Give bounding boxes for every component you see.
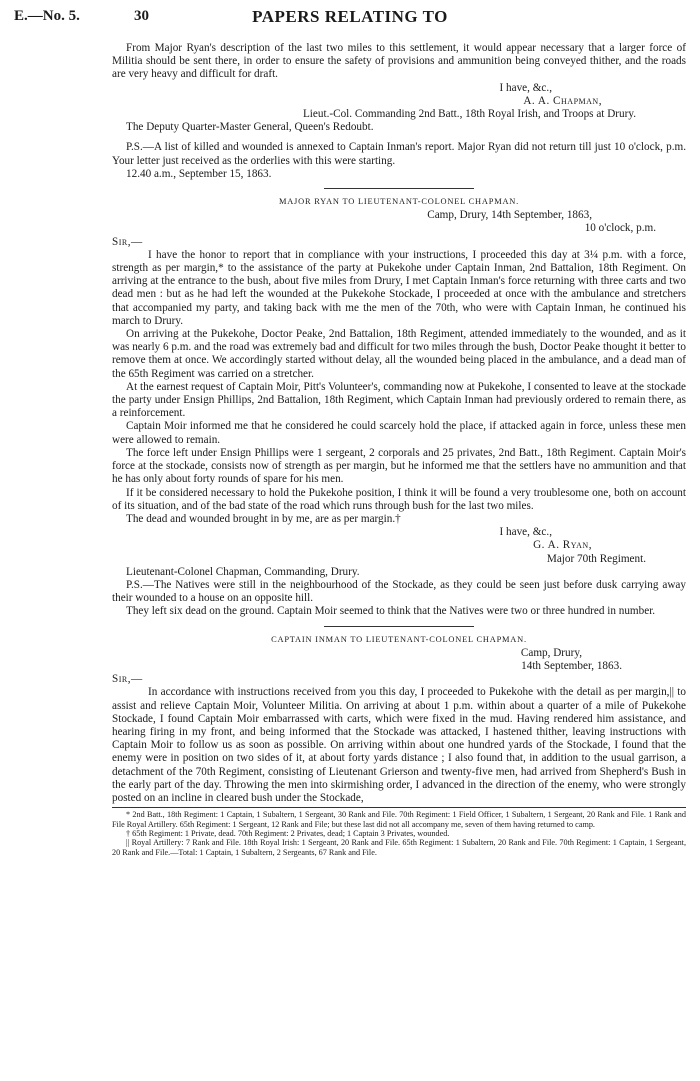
letter3-heading: CAPTAIN INMAN TO LIEUTENANT-COLONEL CHAPMAN. <box>271 634 527 644</box>
letter1-paragraph: From Major Ryan's description of the last two miles to this settlement, it would appear necessary that a larger force of Militia should be sent there, in order to ensure the safety of provisions and ammunition being conveyed thither, and the roads are very heavy and difficult for draft. <box>112 42 686 81</box>
letter2-paragraph: I have the honor to report that in compliance with your instructions, I proceeded this day at 3¼ p.m. with a force, strength as per margin,* to the assistance of the party at Pukekohe under Captain Inman, 2nd Battalion, 18th Regiment. On arriving at the entrance to the bush, about five miles from Drury, I met Captain Inman's force returning with three carts and two dead men : but as he had left the wounded at the Pukekohe Stockade, I proceeded at once with the ambulance and stretchers that accompanied my party, and taking back with me the men of the 70th, who were with Captain Inman, he continued his march to Drury. <box>112 248 686 327</box>
section-divider <box>324 188 474 189</box>
letter2-closing: I have, &c., <box>499 526 552 539</box>
letter3-place: Camp, Drury, <box>520 646 582 659</box>
letter1-signer-title: Lieut.-Col. Commanding 2nd Batt., 18th Royal Irish, and Troops at Drury. <box>302 108 636 121</box>
running-title: PAPERS RELATING TO <box>252 7 448 26</box>
letter2-postscript: P.S.—The Natives were still in the neighbourhood of the Stockade, as they could be seen just before dusk carrying away their wounded to a house on an opposite hill. <box>112 578 686 605</box>
letter1-time: 12.40 a.m., September 15, 1863. <box>126 167 272 180</box>
letter2-time: 10 o'clock, p.m. <box>584 222 656 235</box>
letter1-closing: I have, &c., <box>499 81 552 94</box>
letter2-addressee: Lieutenant-Colonel Chapman, Commanding, Drury. <box>126 565 360 578</box>
letter2-place-date: Camp, Drury, 14th September, 1863, <box>427 209 592 222</box>
footnotes <box>112 807 686 857</box>
letter3-salutation: Sir,— <box>112 673 143 686</box>
footnote: * 2nd Batt., 18th Regiment: 1 Captain, 1 Subaltern, 1 Sergeant, 30 Rank and File. 70th Regiment: 1 Field Officer, 1 Subaltern, 1 Sergeant, 20 Rank and File. 1 Rank and File Royal Artillery. 65th Regiment: 1 Sergeant, 12 Rank and File; but these last did not all accompany me, seven of them having returned to camp. <box>112 810 686 829</box>
letter2-paragraph: Captain Moir informed me that he considered he could scarcely hold the place, if attacked again in force, unless these men were allowed to remain. <box>112 420 686 446</box>
letter2-paragraph: If it be considered necessary to hold the Pukekohe position, I think it will be found a very troublesome one, both on account of its situation, and of the bad state of the road which runs through bush for the last two miles. <box>112 486 686 512</box>
letter1-addressee: The Deputy Quarter-Master General, Queen's Redoubt. <box>126 121 374 134</box>
letter3-date: 14th September, 1863. <box>521 659 622 672</box>
page-body <box>112 42 686 857</box>
letter2-signer-title: Major 70th Regiment. <box>546 552 646 565</box>
document-reference: E.—No. 5. <box>14 8 80 24</box>
letter2-signature: G. A. Ryan, <box>533 539 592 552</box>
letter2-paragraph: The force left under Ensign Phillips were 1 sergeant, 2 corporals and 25 privates, 2nd Batt., 18th Regiment. Captain Moir's force at the stockade, consists now of strength as per margin, but he informed me that the settlers have no ammunition and that he has only about forty rounds of spare for his men. <box>112 446 686 486</box>
letter2-paragraph: On arriving at the Pukekohe, Doctor Peake, 2nd Battalion, 18th Regiment, attended immediately to the wounded, and as it was nearly 6 p.m. and the road was extremely bad and difficult for two miles through the bush, Doctor Peake thought it better to remove them at once. We accordingly started without delay, all the wounded being placed in the ambulance, and a dead man of the 65th Regiment was carried on a stretcher. <box>112 328 686 380</box>
section-divider <box>324 626 474 627</box>
footnote: † 65th Regiment: 1 Private, dead. 70th Regiment: 2 Privates, dead; 1 Captain 3 Privates, wounded. <box>126 828 450 838</box>
page-number: 30 <box>134 8 149 24</box>
letter2-heading: MAJOR RYAN TO LIEUTENANT-COLONEL CHAPMAN. <box>278 197 520 207</box>
letter3-paragraph: In accordance with instructions received from you this day, I proceeded to Pukekohe with the detail as per margin,|| to assist and relieve Captain Moir, Volunteer Militia. On arriving at about 1 p.m. within about a quarter of a mile of Pukekohe Stockade, I found Captain Moir embarrassed with carts, which were fixed in the mud. Having rendered him assistance, and hearing firing in my front, and being informed that the Stockade was attacked, I hastened thither, leaving instructions with Captain Moir to follow us as soon as possible. On arriving within about one hundred yards of the Stockade, I found that the enemy were in position on two sides of it, at about forty yards distance ; I also found that, in addition to the usual garrison, a detachment of the 70th Regiment, consisting of Lieutenant Grierson and twenty-five men, had arrived from Shepherd's Bush in the early part of the day. Throwing the men into skirmishing order, I advanced in the direction of the enemy, who were strongly posted on an incline in cleared bush under the Stockade, <box>112 686 686 804</box>
letter2-paragraph: At the earnest request of Captain Moir, Pitt's Volunteer's, commanding now at Pukekohe, I consented to leave at the stockade the party under Ensign Phillips, 2nd Battalion, 18th Regiment, which Captain Inman had previously ordered to remain there, as a reinforcement. <box>112 380 686 420</box>
letter2-salutation: Sir,— <box>112 235 143 248</box>
letter1-postscript: P.S.—A list of killed and wounded is annexed to Captain Inman's report. Major Ryan did not return till just 10 o'clock, p.m. Your letter just received as the orderlies with this were starting. <box>112 141 686 167</box>
letter2-postscript-continued: They left six dead on the ground. Captain Moir seemed to think that the Natives were two or three hundred in number. <box>126 605 656 618</box>
footnote: || Royal Artillery: 7 Rank and File. 18th Royal Irish: 1 Sergeant, 20 Rank and File. 65th Regiment: 1 Subaltern, 20 Rank and File. 70th Regiment: 1 Captain, 1 Sergeant, 20 Rank and File.—Total: 1 Captain, 1 Subaltern, 2 Sergeants, 67 Rank and File. <box>112 838 686 857</box>
page-header <box>14 8 686 30</box>
letter1-signature: A. A. Chapman, <box>523 94 602 107</box>
letter2-paragraph: The dead and wounded brought in by me, are as per margin.† <box>126 512 401 525</box>
